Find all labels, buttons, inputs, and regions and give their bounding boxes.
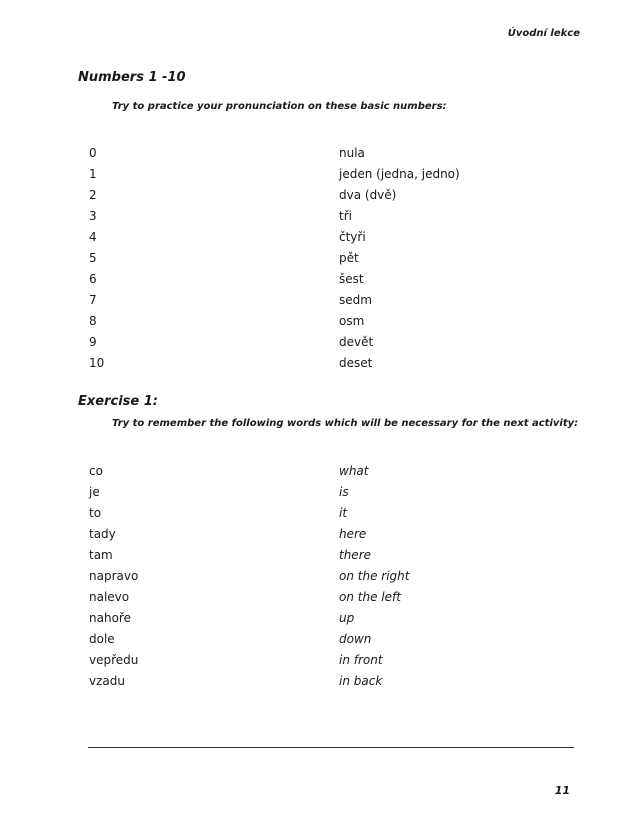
table-row xyxy=(89,649,569,670)
table-row xyxy=(89,163,569,184)
term-left: 7 xyxy=(89,292,97,307)
table-row xyxy=(89,142,569,163)
table-row xyxy=(89,481,569,502)
term-right: pět xyxy=(339,250,359,265)
term-right: in front xyxy=(339,652,383,667)
term-right: on the left xyxy=(339,589,401,604)
table-row xyxy=(89,586,569,607)
term-right: on the right xyxy=(339,568,410,583)
term-left: 1 xyxy=(89,166,97,181)
table-row xyxy=(89,565,569,586)
term-right: jeden (jedna, jedno) xyxy=(339,166,460,181)
table-row xyxy=(89,331,569,352)
term-left: 6 xyxy=(89,271,97,286)
table-row xyxy=(89,226,569,247)
table-row xyxy=(89,628,569,649)
term-left: vzadu xyxy=(89,673,125,688)
term-left: 2 xyxy=(89,187,97,202)
term-left: co xyxy=(89,463,103,478)
term-left: nalevo xyxy=(89,589,130,604)
table-row xyxy=(89,670,569,691)
term-right: sedm xyxy=(339,292,372,307)
term-left: tam xyxy=(89,547,113,562)
numbers-table xyxy=(89,142,569,373)
table-row xyxy=(89,352,569,373)
term-left: 3 xyxy=(89,208,97,223)
term-left: tady xyxy=(89,526,116,541)
table-row xyxy=(89,502,569,523)
table-row xyxy=(89,607,569,628)
term-right: up xyxy=(339,610,355,625)
term-right: devět xyxy=(339,334,374,349)
table-row xyxy=(89,247,569,268)
term-right: down xyxy=(339,631,372,646)
table-row xyxy=(89,184,569,205)
table-row xyxy=(89,544,569,565)
table-row xyxy=(89,523,569,544)
term-right: what xyxy=(339,463,369,478)
table-row xyxy=(89,289,569,310)
term-left: 9 xyxy=(89,334,97,349)
term-left: dole xyxy=(89,631,115,646)
term-right: deset xyxy=(339,355,373,370)
vocabulary-table xyxy=(89,460,569,691)
term-left: je xyxy=(89,484,100,499)
term-right: šest xyxy=(339,271,364,286)
term-right: čtyři xyxy=(339,229,366,244)
term-left: 5 xyxy=(89,250,97,265)
term-left: napravo xyxy=(89,568,139,583)
table-row xyxy=(89,205,569,226)
section-title-numbers: Numbers 1 -10 xyxy=(78,70,186,85)
term-left: vepředu xyxy=(89,652,139,667)
section-intro-numbers: Try to practice your pronunciation on these basic numbers: xyxy=(112,101,447,112)
footer-divider xyxy=(88,747,574,748)
term-right: here xyxy=(339,526,367,541)
table-row xyxy=(89,310,569,331)
term-right: in back xyxy=(339,673,383,688)
term-left: 4 xyxy=(89,229,97,244)
section-title-exercise: Exercise 1: xyxy=(78,394,158,409)
section-intro-exercise: Try to remember the following words which will be necessary for the next activity: xyxy=(112,418,579,429)
term-right: osm xyxy=(339,313,365,328)
term-left: 10 xyxy=(89,355,105,370)
term-left: nahoře xyxy=(89,610,131,625)
running-header: Úvodní lekce xyxy=(507,28,580,39)
term-right: is xyxy=(339,484,349,499)
term-right: dva (dvě) xyxy=(339,187,397,202)
term-left: 0 xyxy=(89,145,97,160)
term-right: tři xyxy=(339,208,352,223)
table-row xyxy=(89,460,569,481)
term-left: to xyxy=(89,505,102,520)
table-row xyxy=(89,268,569,289)
term-right: it xyxy=(339,505,348,520)
page-number: 11 xyxy=(554,784,570,797)
term-right: nula xyxy=(339,145,365,160)
term-right: there xyxy=(339,547,372,562)
term-left: 8 xyxy=(89,313,97,328)
